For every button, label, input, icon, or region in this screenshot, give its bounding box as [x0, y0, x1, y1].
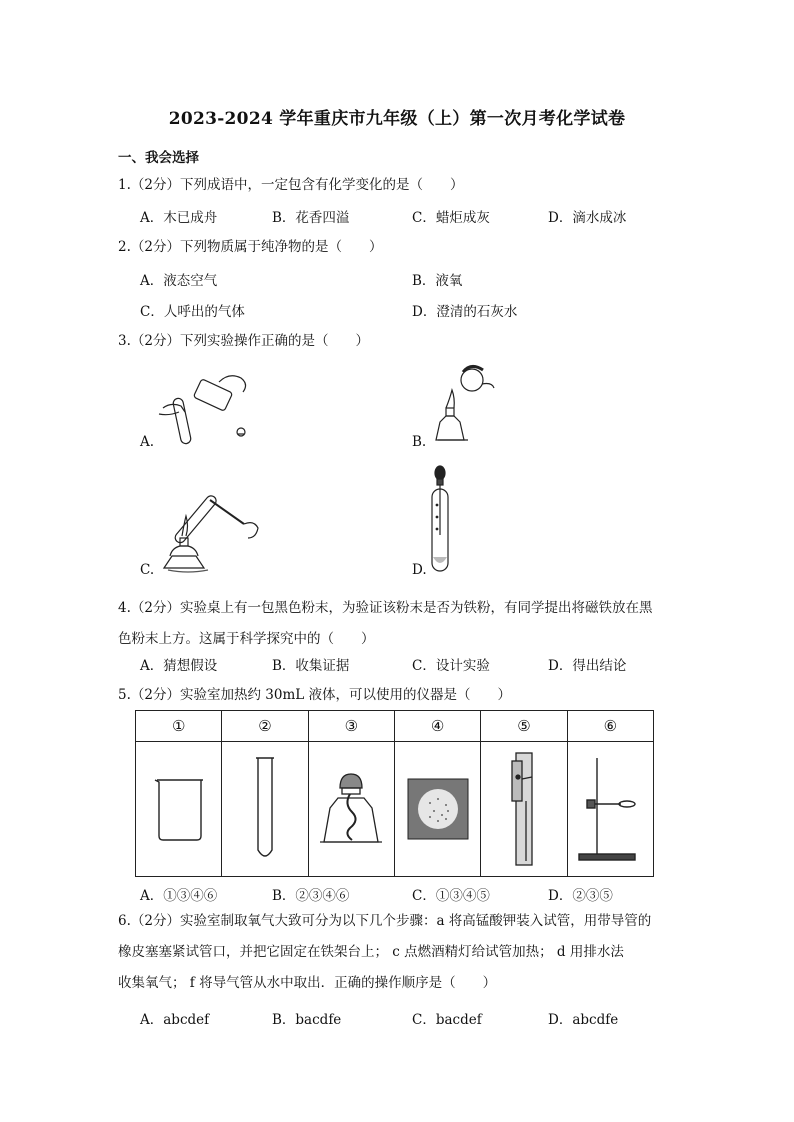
option-d[interactable]: D．滴水成冰: [548, 210, 627, 226]
instrument-asbestos-gauze: [394, 742, 480, 877]
instrument-alcohol-lamp: [308, 742, 394, 877]
option-a[interactable]: A．①③④⑥: [140, 888, 218, 904]
figure-a-pouring-liquid-icon: [155, 370, 265, 450]
question-5-stem: 5.（2分）实验室加热约 30mL 液体，可以使用的仪器是（ ）: [118, 687, 511, 703]
option-a[interactable]: A．液态空气: [140, 273, 218, 289]
option-c[interactable]: C．蜡炬成灰: [412, 210, 490, 226]
option-c[interactable]: C．人呼出的气体: [140, 304, 245, 320]
figure-b-blowing-lamp-icon: [430, 362, 510, 452]
figure-d-dropper-icon: [424, 465, 464, 575]
question-6-line-1: 6.（2分）实验室制取氧气大致可分为以下几个步骤：a 将高锰酸钾装入试管，用带导管的: [118, 913, 652, 929]
instrument-table: [135, 710, 654, 877]
option-b[interactable]: B．②③④⑥: [272, 888, 350, 904]
instrument-header-6: ⑥: [567, 711, 653, 742]
figure-a-label[interactable]: A.: [140, 434, 155, 450]
figure-b-label[interactable]: B.: [412, 434, 427, 450]
beaker-icon: [149, 774, 209, 844]
instrument-header-3: ③: [308, 711, 394, 742]
instrument-header-1: ①: [136, 711, 222, 742]
option-c[interactable]: C．①③④⑤: [412, 888, 490, 904]
test-tube-icon: [250, 754, 280, 864]
question-6-line-2: 橡皮塞塞紧试管口，并把它固定在铁架台上； c 点燃酒精灯给试管加热； d 用排水法: [118, 944, 624, 960]
instrument-test-tube-holder: [481, 742, 567, 877]
question-6-line-3: 收集氧气； f 将导气管从水中取出．正确的操作顺序是（ ）: [118, 975, 497, 991]
option-a[interactable]: A．abcdef: [140, 1012, 210, 1028]
instrument-iron-stand: [567, 742, 653, 877]
instrument-header-2: ②: [222, 711, 308, 742]
question-2-stem: 2.（2分）下列物质属于纯净物的是（ ）: [118, 239, 383, 255]
option-c[interactable]: C．设计实验: [412, 658, 490, 674]
instrument-header-5: ⑤: [481, 711, 567, 742]
question-3-stem: 3.（2分）下列实验操作正确的是（ ）: [118, 333, 369, 349]
option-d[interactable]: D．澄清的石灰水: [412, 304, 518, 320]
option-b[interactable]: B．收集证据: [272, 658, 350, 674]
option-d[interactable]: D．abcdfe: [548, 1012, 619, 1028]
question-4-line-2: 色粉末上方。这属于科学探究中的（ ）: [118, 631, 375, 647]
alcohol-lamp-icon: [316, 764, 386, 854]
question-6-stem: [118, 906, 680, 999]
option-c[interactable]: C．bacdef: [412, 1012, 482, 1028]
figure-d-label[interactable]: D.: [412, 562, 427, 578]
option-d[interactable]: D．②③⑤: [548, 888, 613, 904]
section-heading: 一、我会选择: [118, 150, 199, 166]
figure-c-label[interactable]: C.: [140, 562, 155, 578]
page-title: 2023-2024 学年重庆市九年级（上）第一次月考化学试卷: [168, 109, 626, 129]
option-a[interactable]: A．木已成舟: [140, 210, 218, 226]
figure-c-heating-tube-icon: [160, 480, 270, 580]
instrument-test-tube: [222, 742, 308, 877]
option-b[interactable]: B．液氧: [412, 273, 463, 289]
question-1-stem: 1.（2分）下列成语中，一定包含有化学变化的是（ ）: [118, 177, 464, 193]
option-b[interactable]: B．bacdfe: [272, 1012, 342, 1028]
instrument-header-4: ④: [394, 711, 480, 742]
option-d[interactable]: D．得出结论: [548, 658, 627, 674]
asbestos-gauze-icon: [406, 777, 470, 841]
instrument-beaker: [136, 742, 222, 877]
option-a[interactable]: A．猜想假设: [140, 658, 218, 674]
iron-stand-icon: [575, 754, 645, 864]
test-tube-holder-icon: [504, 749, 544, 869]
question-4-line-1: 4.（2分）实验桌上有一包黑色粉末，为验证该粉末是否为铁粉，有同学提出将磁铁放在黑: [118, 600, 653, 616]
option-b[interactable]: B．花香四溢: [272, 210, 350, 226]
question-4-stem: [118, 593, 680, 655]
